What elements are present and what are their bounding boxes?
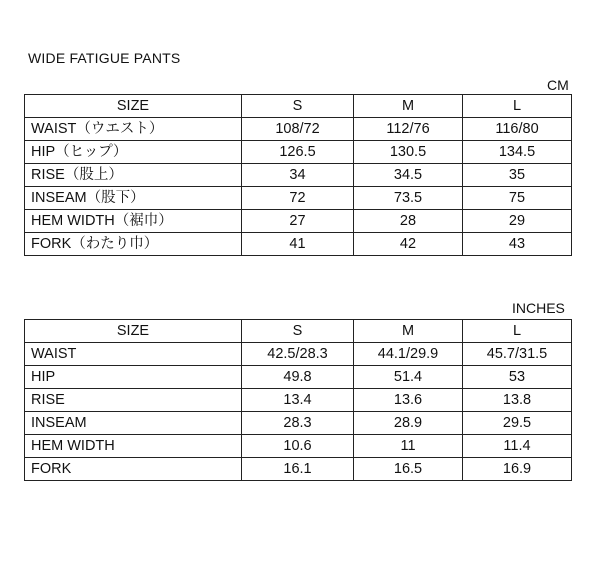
table-row <box>25 366 572 389</box>
cell-l: 134.5 <box>463 141 572 164</box>
cell-s: 10.6 <box>242 435 354 458</box>
size-header-label: SIZE <box>25 95 242 118</box>
inches-size-table <box>24 319 572 481</box>
row-label: WAIST <box>25 343 242 366</box>
cell-m: 112/76 <box>354 118 463 141</box>
cell-s: 42.5/28.3 <box>242 343 354 366</box>
cell-l: 13.8 <box>463 389 572 412</box>
cell-m: 16.5 <box>354 458 463 481</box>
size-header-m: M <box>354 95 463 118</box>
cell-s: 126.5 <box>242 141 354 164</box>
row-label: HEM WIDTH（裾巾） <box>25 210 242 233</box>
cell-s: 13.4 <box>242 389 354 412</box>
table-row <box>25 389 572 412</box>
cell-s: 16.1 <box>242 458 354 481</box>
table-row <box>25 187 572 210</box>
table-header-row <box>25 320 572 343</box>
inches-unit-label: INCHES <box>512 300 565 316</box>
size-header-l: L <box>463 95 572 118</box>
cell-l: 35 <box>463 164 572 187</box>
cell-m: 28 <box>354 210 463 233</box>
cell-s: 72 <box>242 187 354 210</box>
table-row <box>25 210 572 233</box>
table-header-row <box>25 95 572 118</box>
cell-l: 116/80 <box>463 118 572 141</box>
cell-l: 75 <box>463 187 572 210</box>
cm-size-table <box>24 94 572 256</box>
cell-m: 73.5 <box>354 187 463 210</box>
row-label: HEM WIDTH <box>25 435 242 458</box>
cell-l: 16.9 <box>463 458 572 481</box>
size-header-label: SIZE <box>25 320 242 343</box>
cell-s: 28.3 <box>242 412 354 435</box>
cell-m: 28.9 <box>354 412 463 435</box>
row-label: RISE <box>25 389 242 412</box>
row-label: INSEAM <box>25 412 242 435</box>
table-row <box>25 412 572 435</box>
cell-s: 34 <box>242 164 354 187</box>
cell-l: 11.4 <box>463 435 572 458</box>
table-row <box>25 233 572 256</box>
table-row <box>25 343 572 366</box>
row-label: RISE（股上） <box>25 164 242 187</box>
row-label: FORK（わたり巾） <box>25 233 242 256</box>
size-header-m: M <box>354 320 463 343</box>
cell-m: 13.6 <box>354 389 463 412</box>
cell-s: 41 <box>242 233 354 256</box>
row-label: WAIST（ウエスト） <box>25 118 242 141</box>
cell-s: 49.8 <box>242 366 354 389</box>
row-label: FORK <box>25 458 242 481</box>
cell-l: 29 <box>463 210 572 233</box>
page-title: WIDE FATIGUE PANTS <box>28 50 181 66</box>
cell-m: 130.5 <box>354 141 463 164</box>
table-row <box>25 141 572 164</box>
cell-l: 53 <box>463 366 572 389</box>
table-row <box>25 164 572 187</box>
cell-m: 51.4 <box>354 366 463 389</box>
row-label: HIP <box>25 366 242 389</box>
size-header-s: S <box>242 320 354 343</box>
cell-m: 11 <box>354 435 463 458</box>
row-label: INSEAM（股下） <box>25 187 242 210</box>
cell-s: 108/72 <box>242 118 354 141</box>
table-row <box>25 435 572 458</box>
table-row <box>25 458 572 481</box>
cell-l: 29.5 <box>463 412 572 435</box>
cell-l: 45.7/31.5 <box>463 343 572 366</box>
size-header-s: S <box>242 95 354 118</box>
cm-unit-label: CM <box>547 77 569 93</box>
cell-m: 44.1/29.9 <box>354 343 463 366</box>
cell-m: 42 <box>354 233 463 256</box>
cell-s: 27 <box>242 210 354 233</box>
cell-l: 43 <box>463 233 572 256</box>
size-header-l: L <box>463 320 572 343</box>
cell-m: 34.5 <box>354 164 463 187</box>
row-label: HIP（ヒップ） <box>25 141 242 164</box>
table-row <box>25 118 572 141</box>
